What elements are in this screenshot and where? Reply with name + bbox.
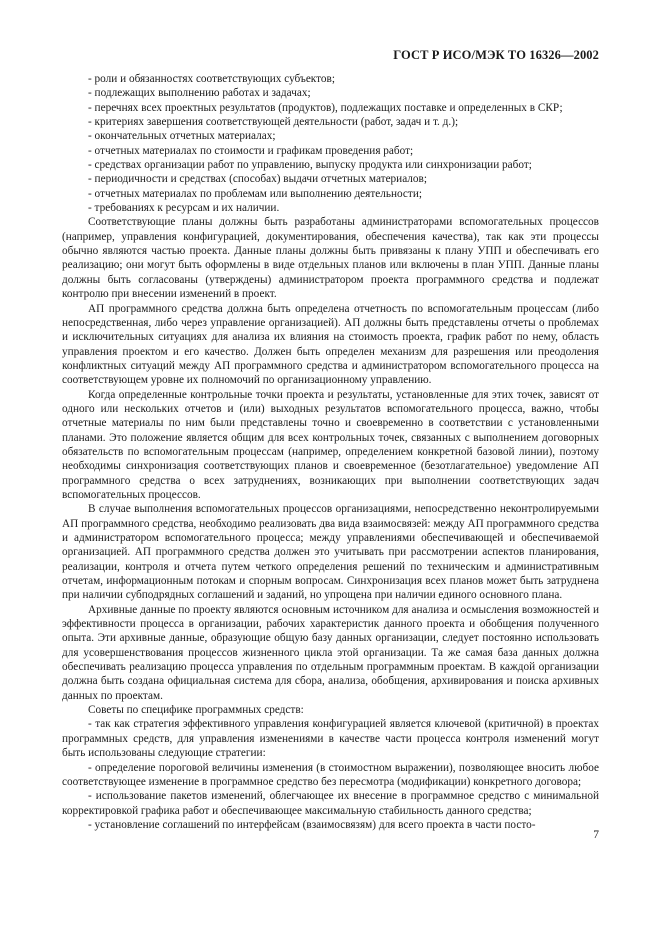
list-item: - средствах организации работ по управлению, выпуску продукта или синхронизации работ; <box>88 159 532 172</box>
list-item: - требованиях к ресурсам и их наличии. <box>88 202 280 215</box>
page-number: 7 <box>593 829 599 841</box>
list-item: - отчетных материалах по проблемам или выполнению деятельности; <box>88 187 422 200</box>
document-body <box>62 72 599 832</box>
list-item: - подлежащих выполнению работах и задачах; <box>88 87 311 100</box>
list-item: - перечнях всех проектных результатов (продуктов), подлежащих поставке и определенных в СКР; <box>88 101 563 114</box>
paragraph: В случае выполнения вспомогательных процессов организациями, непосредственно неконтролируемыми АП программного средства, необходимо реализовать два вида взаимосвязей: между АП программного средства и администратором вспомогательного процесса; между управлениями обеспечивающей и обеспечиваемой организацией. АП программного средства должен это учитывать при рассмотрении аспектов планирования, реализации, контроля и отчета путем четкого определения решений по техническим и административным отчетам, информационным потокам и спорным вопросам. Синхронизация всех планов может быть затруднена при наличии субподрядных соглашений и заданий, но упрощена при наличии единого основного плана. <box>62 503 599 602</box>
paragraph: - определение пороговой величины изменения (в стоимостном выражении), позволяющее вносить любое соответствующее изменение в программное средство без пересмотра (модификации) конкретного договора; <box>62 761 599 788</box>
paragraph: Когда определенные контрольные точки проекта и результаты, установленные для этих точек, зависят от одного или нескольких отчетов и (или) выходных результатов вспомогательного процесса, важно, чтобы отчетные материалы по ним были представлены точно и своевременно в соответствии с установленными планами. Это положение является общим для всех контрольных точек, связанных с выполнением договорных обязательств по вспомогательным процессам (например, определением конкретной базовой линии), поэтому необходимы синхронизация соответствующих планов и своевременное (безотлагательное) уведомление АП программного средства о всех затруднениях, возникающих при выполнении соответствующих задач вспомогательных процессов. <box>62 388 599 501</box>
list-item: - периодичности и средствах (способах) выдачи отчетных материалов; <box>88 173 427 186</box>
paragraph: АП программного средства должна быть определена отчетность по вспомогательным процессам (либо непосредственная, либо через управление организацией). АП должны быть представлены отчеты о проблемах и исключительных ситуациях для анализа их влияния на стоимость проекта, график работ по нему, область управления проектом и его качество. Должен быть определен механизм для разрешения или преодоления конфликтных ситуаций между АП программного средства и администратором вспомогательного процесса на соответствующем уровне их полномочий по организационному управлению. <box>62 302 599 387</box>
paragraph: - установление соглашений по интерфейсам (взаимосвязям) для всего проекта в части посто- <box>88 818 536 831</box>
paragraph-advice-heading: Советы по специфике программных средств: <box>88 704 304 717</box>
paragraph: Соответствующие планы должны быть разработаны администраторами вспомогательных процессов (например, управления конфигурацией, документирования, обеспечения качества), так как эти процессы обычно являются частью проекта. Данные планы должны быть привязаны к плану УПП и обеспечивать его реализацию; они могут быть оформлены в виде отдельных планов или включены в план УПП. Данные планы должны быть согласованы (утверждены) администратором проекта программного средства и подлежат контролю при внесении изменений в проект. <box>62 216 599 301</box>
list-item: - отчетных материалах по стоимости и графикам проведения работ; <box>88 144 414 157</box>
page-header-standard-title: ГОСТ Р ИСО/МЭК ТО 16326—2002 <box>393 48 599 62</box>
list-item: - роли и обязанностях соответствующих субъектов; <box>88 73 335 85</box>
paragraph: - использование пакетов изменений, облегчающее их внесение в программное средство с минимальной корректировкой графика работ и обеспечивающее максимальную стабильность данного средства; <box>62 790 599 817</box>
list-item: - критериях завершения соответствующей деятельности (работ, задач и т. д.); <box>88 116 459 129</box>
list-item: - окончательных отчетных материалах; <box>88 130 276 143</box>
paragraph: Архивные данные по проекту являются основным источником для анализа и осмысления возможностей и эффективности процесса в организации, рабочих характеристик данного проекта и обобщения полученного опыта. Эти архивные данные, образующие общую базу данных организации, следует постоянно использовать для усовершенствования процессов жизненного цикла этой организации. Та же самая база данных должна обеспечивать реализацию процесса управления по отдельным программным проектам. В каждой организации должна быть создана официальная система для сбора, анализа, обобщения, архивирования и поиска архивных данных по проектам. <box>62 603 599 702</box>
paragraph: - так как стратегия эффективного управления конфигурацией является ключевой (критичной) в проектах программных средств, для управления изменениями в качестве части процесса контроля изменений могут быть использованы следующие стратегии: <box>62 718 599 760</box>
